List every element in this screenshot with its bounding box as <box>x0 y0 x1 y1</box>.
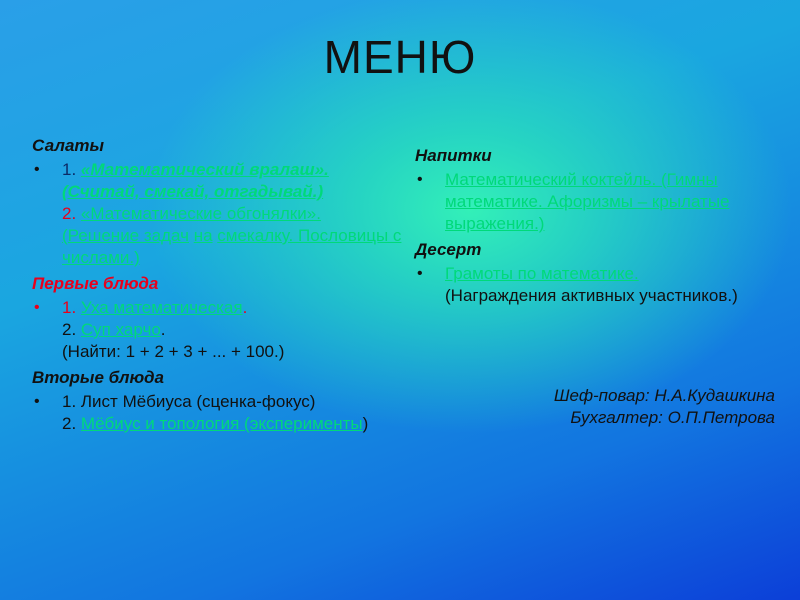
second-course-link-2[interactable]: Мёбиус и топология (эксперименты <box>80 414 363 433</box>
section-title-second-courses: Вторые блюда <box>32 368 164 387</box>
bullet-icon: • <box>34 393 40 410</box>
section-title-first-courses: Первые блюда <box>32 274 159 293</box>
item-punct: . <box>160 320 166 339</box>
item-punct: . <box>242 298 248 317</box>
bullet-icon: • <box>34 299 40 316</box>
drinks-link[interactable]: Математический коктейль. (Гимны математике. Афоризмы – крылатые выражения.) <box>445 170 730 233</box>
dessert-link[interactable]: Грамоты по математике. <box>445 264 639 283</box>
item-text: (Найти: 1 + 2 + 3 + ... + 100.) <box>62 342 285 361</box>
list-item-second-courses <box>32 391 402 435</box>
section-title-salads: Салаты <box>32 136 105 155</box>
item-punct: ) <box>362 414 369 433</box>
item-number: 2. <box>62 204 81 223</box>
list-item-salads <box>32 159 402 269</box>
left-column <box>32 135 402 439</box>
item-text: (Награждения активных участников.) <box>445 286 738 305</box>
item-number: 2. <box>62 320 81 339</box>
bullet-icon: • <box>417 265 423 282</box>
item-text: 1. Лист Мёбиуса (сценка-фокус) <box>62 392 316 411</box>
bullet-icon: • <box>417 171 423 188</box>
section-title-dessert: Десерт <box>415 240 482 259</box>
salad-link-2-tail[interactable]: смекалку. Пословицы с числами.) <box>62 226 402 267</box>
section-title-drinks: Напитки <box>415 146 492 165</box>
list-item-first-courses <box>32 297 402 363</box>
chef-signature: Шеф-повар: Н.А.Кудашкина <box>553 386 775 405</box>
page-title: МЕНЮ <box>323 31 477 83</box>
list-item-drinks <box>415 169 780 235</box>
list-item-dessert <box>415 263 780 307</box>
accountant-signature: Бухгалтер: О.П.Петрова <box>570 408 775 427</box>
first-course-link-1[interactable]: Уха математическая <box>80 298 243 317</box>
salad-link-2[interactable]: «Математические обгонялки». (Решение задач <box>62 204 321 245</box>
salad-link-1[interactable]: «Математический вралаш». (Считай, смекай, отгадывай.) <box>62 160 329 201</box>
item-number: 1. <box>62 298 81 317</box>
salad-link-2-na[interactable]: на <box>193 226 213 245</box>
item-number: 2. <box>62 414 81 433</box>
item-number: 1. <box>62 160 81 179</box>
right-column <box>415 145 780 311</box>
bullet-icon: • <box>34 161 40 178</box>
first-course-link-2[interactable]: Суп харчо <box>80 320 161 339</box>
signature-block <box>554 385 775 429</box>
